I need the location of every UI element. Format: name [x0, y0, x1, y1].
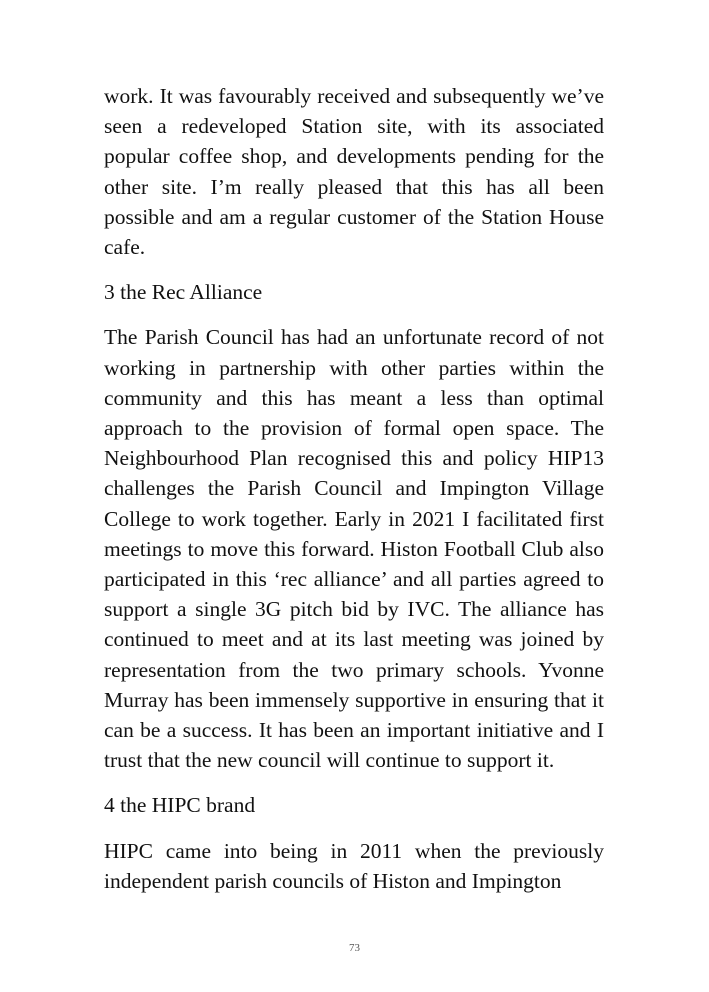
paragraph-rec-alliance: The Parish Council has had an unfortunate record of not working in partnership with other parties within the community and this has meant a less than optimal approach to the provision of formal open space. The Neighbourhood Plan recognised this and policy HIP13 challenges the Parish Council and Impington Village College to work together. Early in 2021 I facilitated first meetings to move this forward. Histon Football Club also participated in this ‘rec alliance’ and all parties agreed to support a single 3G pitch bid by IVC. The alliance has continued to meet and at its last meeting was joined by representation from the two primary schools. Yvonne Murray has been immensely supportive in ensuring that it can be a success. It has been an important initiative and I trust that the new council will continue to support it. [104, 325, 604, 773]
section-heading-hipc-brand: 4 the HIPC brand [104, 793, 256, 818]
document-body [104, 81, 604, 911]
page-number: 73 [349, 942, 360, 954]
paragraph-hipc-brand: HIPC came into being in 2011 when the previously independent parish councils of Histon and Impington [104, 838, 604, 893]
section-heading-rec-alliance: 3 the Rec Alliance [104, 280, 263, 305]
paragraph-station-site: work. It was favourably received and subsequently we’ve seen a redeveloped Station site, with its associated popular coffee shop, and developments pending for the other site. I’m really pleased that this has all been possible and am a regular customer of the Station House cafe. [104, 84, 604, 260]
